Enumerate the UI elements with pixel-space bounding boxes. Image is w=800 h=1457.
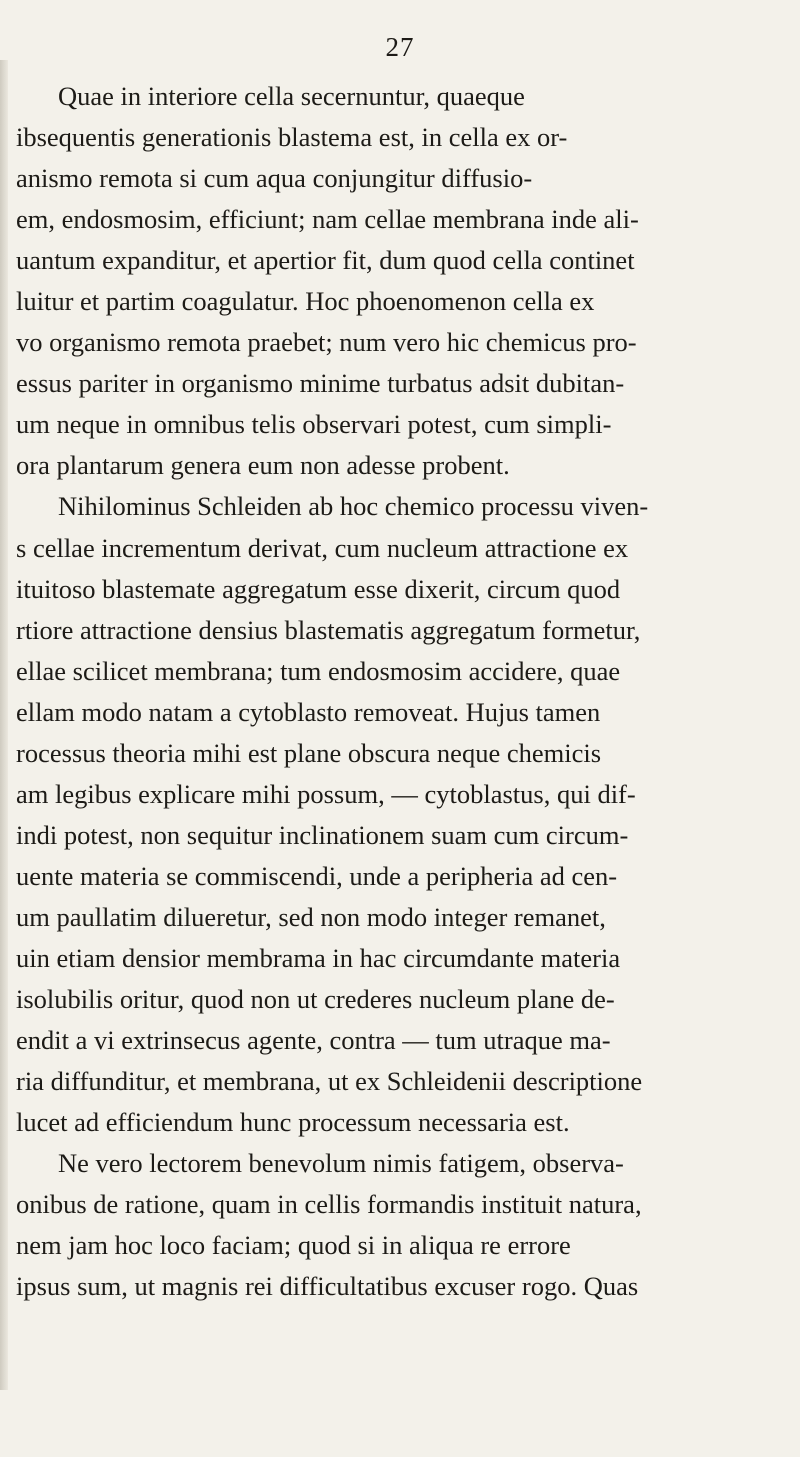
page-number: 27	[385, 32, 415, 62]
text-line: Nihilominus Schleiden ab hoc chemico processu viven-	[58, 491, 649, 522]
text-line: nem jam hoc loco faciam; quod si in aliqua re errore	[16, 1230, 571, 1261]
text-line: ora plantarum genera eum non adesse probent.	[16, 450, 510, 481]
text-line: rtiore attractione densius blastematis aggregatum formetur,	[16, 614, 641, 645]
text-line: luitur et partim coagulatur. Hoc phoenomenon cella ex	[16, 286, 595, 317]
text-line: onibus de ratione, quam in cellis formandis instituit natura,	[16, 1189, 642, 1220]
text-line: rocessus theoria mihi est plane obscura neque chemicis	[16, 737, 602, 768]
text-line: ibsequentis generationis blastema est, in cella ex or-	[16, 122, 568, 153]
text-line: vo organismo remota praebet; num vero hic chemicus pro-	[16, 327, 637, 358]
text-line: isolubilis oritur, quod non ut crederes nucleum plane de-	[16, 984, 615, 1015]
text-line: ria diffunditur, et membrana, ut ex Schleidenii descriptione	[16, 1066, 643, 1097]
body-text	[16, 76, 780, 1307]
text-line: ituitoso blastemate aggregatum esse dixerit, circum quod	[16, 573, 621, 604]
text-line: um neque in omnibus telis observari potest, cum simpli-	[16, 409, 612, 440]
text-line: am legibus explicare mihi possum, — cytoblastus, qui dif-	[16, 778, 636, 809]
text-line: um paullatim dilueretur, sed non modo integer remanet,	[16, 901, 606, 932]
text-line: endit a vi extrinsecus agente, contra — tum utraque ma-	[16, 1025, 611, 1056]
text-line: uin etiam densior membrama in hac circumdante materia	[16, 942, 621, 973]
text-line: anismo remota si cum aqua conjungitur diffusio-	[16, 163, 533, 194]
text-line: ellam modo natam a cytoblasto removeat. Hujus tamen	[16, 696, 601, 727]
text-line: Ne vero lectorem benevolum nimis fatigem, observa-	[58, 1148, 624, 1179]
text-line: essus pariter in organismo minime turbatus adsit dubitan-	[16, 368, 625, 399]
text-line: uantum expanditur, et apertior fit, dum quod cella continet	[16, 245, 635, 276]
text-line: indi potest, non sequitur inclinationem suam cum circum-	[16, 819, 629, 850]
text-line: em, endosmosim, efficiunt; nam cellae membrana inde ali-	[16, 204, 639, 235]
text-line: ellae scilicet membrana; tum endosmosim accidere, quae	[16, 655, 621, 686]
text-line: Quae in interiore cella secernuntur, quaeque	[58, 81, 525, 111]
page-edge-shadow	[0, 60, 8, 1390]
text-line: s cellae incrementum derivat, cum nucleum attractione ex	[16, 532, 629, 563]
text-line: lucet ad efficiendum hunc processum necessaria est.	[16, 1107, 570, 1138]
text-line: ipsus sum, ut magnis rei difficultatibus excuser rogo. Quas	[16, 1271, 639, 1302]
text-line: uente materia se commiscendi, unde a peripheria ad cen-	[16, 860, 618, 891]
